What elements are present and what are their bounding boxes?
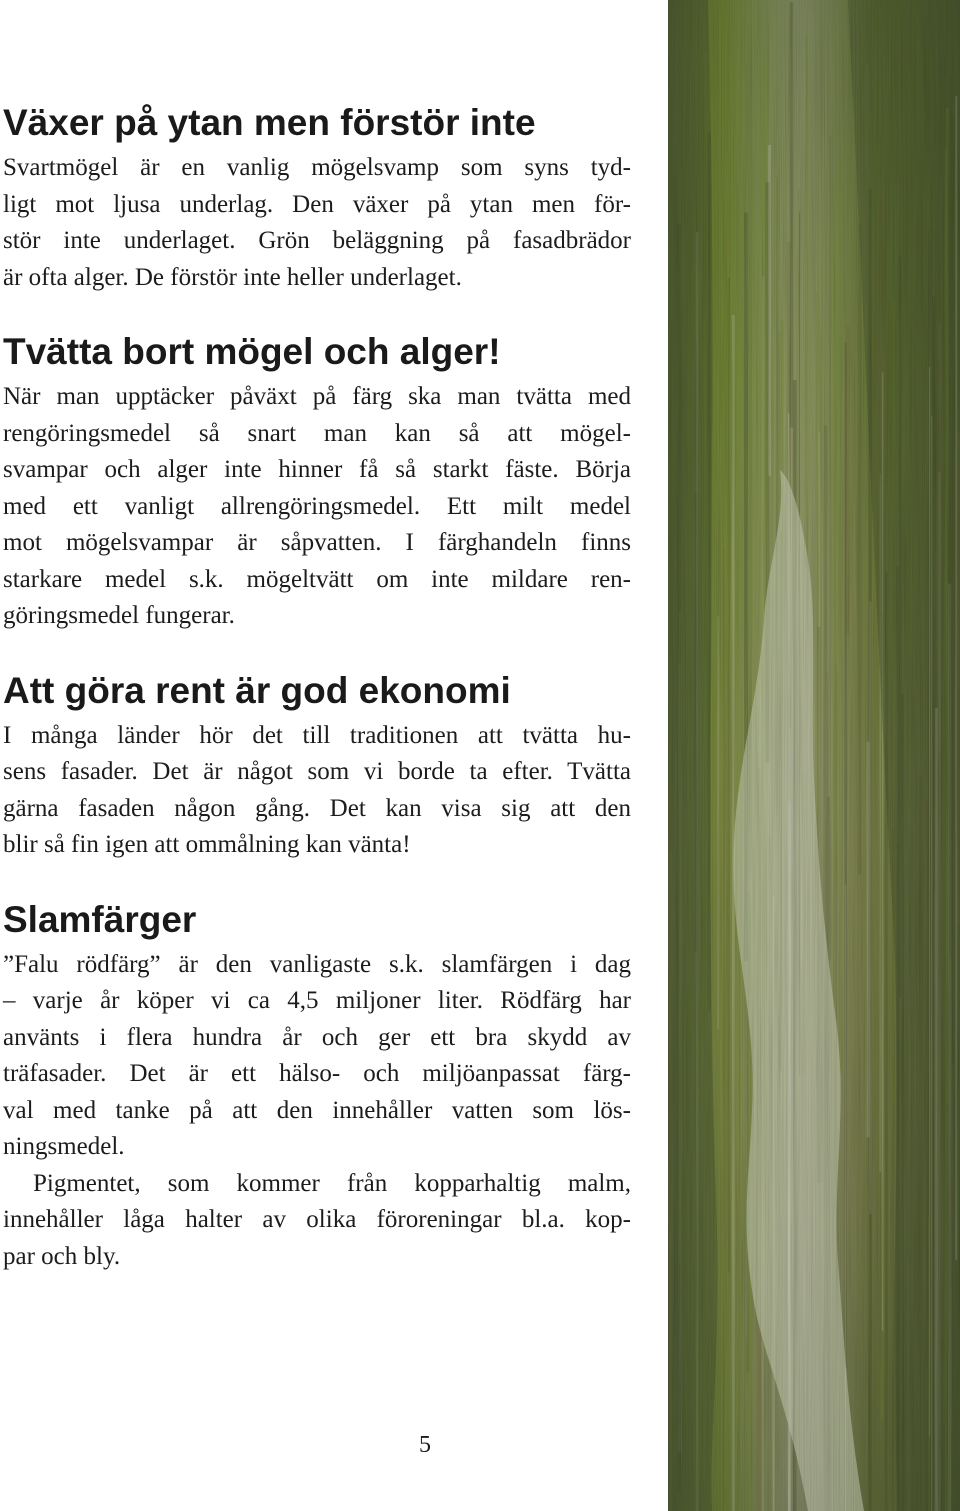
photo-layer xyxy=(858,224,861,875)
photo-layer xyxy=(790,2,793,427)
text-line: starkare medel s.k. mögeltvätt om inte mildare ren- xyxy=(3,565,631,593)
text-line: ligt mot ljusa underlag. Den växer på ytan men för- xyxy=(3,190,631,218)
text-line: ningsmedel. xyxy=(3,1133,125,1160)
text-line: När man upptäcker påväxt på färg ska man tvätta med xyxy=(3,383,631,410)
paragraph xyxy=(3,1166,631,1276)
section xyxy=(3,668,631,864)
text-line: blir så fin igen att ommålning kan vänta! xyxy=(3,831,411,858)
section-heading: Slamfärger xyxy=(3,898,197,940)
paragraph xyxy=(3,379,631,635)
text-line: använts i flera hundra år och ger ett bra skydd av xyxy=(3,1023,631,1051)
section-heading: Växer på ytan men förstör inte xyxy=(3,102,536,143)
photo-layer xyxy=(725,879,729,1441)
wood-texture-photo xyxy=(668,0,960,1511)
paragraph xyxy=(3,150,631,296)
section xyxy=(3,897,631,1276)
section xyxy=(3,100,631,296)
text-line: I många länder hör det till traditionen att tvätta hu- xyxy=(3,721,631,749)
text-line: är ofta alger. De förstör inte heller underlaget. xyxy=(3,263,462,291)
section xyxy=(3,329,631,635)
text-line: mot mögelsvampar är såpvatten. I färghandeln finns xyxy=(3,529,631,556)
text-line: med ett vanligt allrengöringsmedel. Ett milt medel xyxy=(3,492,631,520)
photo-layer xyxy=(739,904,740,1511)
text-line: rengöringsmedel så snart man kan så att mögel- xyxy=(3,419,631,447)
text-line: ”Falu rödfärg” är den vanligaste s.k. slamfärgen i dag xyxy=(3,950,631,978)
text-line: val med tanke på att den innehåller vatten som lös- xyxy=(3,1096,631,1124)
paragraph xyxy=(3,947,631,1166)
photo-layer xyxy=(834,178,837,884)
section-heading: Tvätta bort mögel och alger! xyxy=(3,331,501,372)
photo-layer xyxy=(846,325,850,634)
photo-layer xyxy=(717,616,719,1029)
text-column xyxy=(3,100,631,1308)
text-line: svampar och alger inte hinner få så starkt fäste. Börja xyxy=(3,456,631,483)
photo-layer xyxy=(839,149,843,1073)
text-line: sens fasader. Det är något som vi borde ta efter. Tvätta xyxy=(3,758,631,785)
photo-layer xyxy=(805,35,808,567)
text-line: – varje år köper vi ca 4,5 miljoner liter. Rödfärg har xyxy=(3,987,631,1014)
text-line: göringsmedel fungerar. xyxy=(3,602,235,629)
text-line: gärna fasaden någon gång. Det kan visa sig att den xyxy=(3,794,631,822)
text-line: Pigmentet, som kommer från kopparhaltig malm, xyxy=(33,1169,631,1197)
photo-left-band xyxy=(668,0,718,1511)
text-line: innehåller låga halter av olika föroreningar bl.a. kop- xyxy=(3,1206,631,1233)
photo-layer xyxy=(723,548,725,1511)
page-number: 5 xyxy=(419,1432,431,1458)
text-line: stör inte underlaget. Grön beläggning på fasadbrädor xyxy=(3,227,631,254)
photo-layer xyxy=(867,742,870,1137)
photo-layer xyxy=(873,730,876,1211)
wood-texture-image xyxy=(668,0,960,1511)
section-heading: Att göra rent är god ekonomi xyxy=(3,669,511,711)
paragraph xyxy=(3,718,631,864)
text-line: träfasader. Det är ett hälso- och miljöanpassat färg- xyxy=(3,1060,631,1087)
text-line: Svartmögel är en vanlig mögelsvamp som syns tyd- xyxy=(3,154,631,181)
text-line: par och bly. xyxy=(3,1242,121,1270)
photo-layer xyxy=(854,610,856,1005)
photo-layer xyxy=(732,315,735,1511)
